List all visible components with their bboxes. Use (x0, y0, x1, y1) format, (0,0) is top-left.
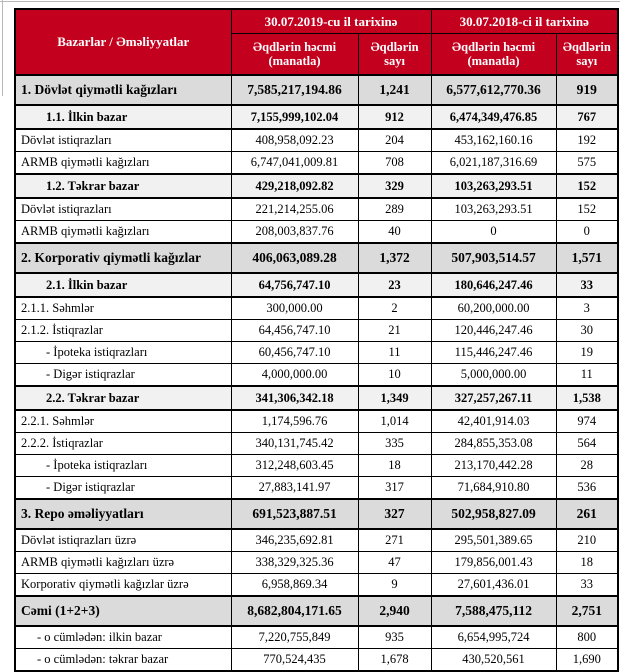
cell-value: 23 (358, 273, 431, 297)
table-row (15, 499, 618, 529)
row-label: - o cümlədən: təkrar bazar (15, 649, 231, 672)
cell-value: 708 (358, 152, 431, 175)
cell-value: 271 (358, 529, 431, 552)
table-row (15, 243, 618, 273)
cell-value: 6,474,349,476.85 (431, 105, 556, 129)
cell-value: 327,257,267.11 (431, 386, 556, 410)
row-label: - Digər istiqrazlar (15, 364, 231, 387)
row-label: 1. Dövlət qiymətli kağızları (15, 75, 231, 105)
row-label: ARMB qiymətli kağızları (15, 152, 231, 175)
row-label: 2.2.2. İstiqrazlar (15, 433, 231, 455)
cell-value: 28 (556, 455, 618, 477)
row-label: 2. Korporativ qiymətli kağızlar (15, 243, 231, 273)
cell-value: 284,855,353.08 (431, 433, 556, 455)
cell-value: 180,646,247.46 (431, 273, 556, 297)
row-label: ARMB qiymətli kağızları (15, 221, 231, 244)
cell-value: 317 (358, 477, 431, 500)
cell-value: 7,155,999,102.04 (231, 105, 358, 129)
cell-value: 60,200,000.00 (431, 297, 556, 320)
table-row (15, 574, 618, 597)
cell-value: 453,162,160.16 (431, 129, 556, 152)
table-row (15, 364, 618, 387)
cell-value: 192 (556, 129, 618, 152)
cell-value: 300,000.00 (231, 297, 358, 320)
header-markets-operations: Bazarlar / Əməliyyatlar (15, 9, 231, 75)
cell-value: 120,446,247.46 (431, 320, 556, 342)
cell-value: 204 (358, 129, 431, 152)
cell-value: 935 (358, 626, 431, 649)
cell-value: 152 (556, 174, 618, 198)
cell-value: 0 (556, 221, 618, 244)
screen-edge-gridline-left (2, 0, 3, 96)
row-label: ARMB qiymətli kağızları üzrə (15, 552, 231, 574)
table-row (15, 320, 618, 342)
cell-value: 8,682,804,171.65 (231, 596, 358, 626)
cell-value: 536 (556, 477, 618, 500)
table-row (15, 105, 618, 129)
header-2019-volume: Əqdlərin həcmi (manatla) (231, 34, 358, 76)
cell-value: 575 (556, 152, 618, 175)
cell-value: 408,958,092.23 (231, 129, 358, 152)
cell-value: 152 (556, 198, 618, 221)
cell-value: 64,456,747.10 (231, 320, 358, 342)
row-label: - İpoteka istiqrazları (15, 455, 231, 477)
cell-value: 261 (556, 499, 618, 529)
table-row (15, 174, 618, 198)
cell-value: 103,263,293.51 (431, 174, 556, 198)
cell-value: 40 (358, 221, 431, 244)
cell-value: 800 (556, 626, 618, 649)
table-row (15, 221, 618, 244)
cell-value: 9 (358, 574, 431, 597)
cell-value: 6,021,187,316.69 (431, 152, 556, 175)
row-label: Dövlət istiqrazları (15, 198, 231, 221)
table-row (15, 386, 618, 410)
table-row (15, 596, 618, 626)
table-row (15, 342, 618, 364)
cell-value: 974 (556, 410, 618, 433)
table-row (15, 626, 618, 649)
cell-value: 42,401,914.03 (431, 410, 556, 433)
cell-value: 1,349 (358, 386, 431, 410)
table-row (15, 273, 618, 297)
table-row (15, 297, 618, 320)
screen-edge-gridline-top (0, 1, 620, 2)
cell-value: 329 (358, 174, 431, 198)
cell-value: 338,329,325.36 (231, 552, 358, 574)
cell-value: 335 (358, 433, 431, 455)
cell-value: 221,214,255.06 (231, 198, 358, 221)
cell-value: 502,958,827.09 (431, 499, 556, 529)
cell-value: 11 (556, 364, 618, 387)
cell-value: 33 (556, 273, 618, 297)
cell-value: 64,756,747.10 (231, 273, 358, 297)
cell-value: 27,601,436.01 (431, 574, 556, 597)
cell-value: 1,014 (358, 410, 431, 433)
cell-value: 7,220,755,849 (231, 626, 358, 649)
cell-value: 19 (556, 342, 618, 364)
cell-value: 1,690 (556, 649, 618, 672)
table-body (15, 75, 618, 671)
row-label: Dövlət istiqrazları üzrə (15, 529, 231, 552)
cell-value: 33 (556, 574, 618, 597)
row-label: 2.1.2. İstiqrazlar (15, 320, 231, 342)
row-label: 2.1. İlkin bazar (15, 273, 231, 297)
cell-value: 340,131,745.42 (231, 433, 358, 455)
table-row (15, 152, 618, 175)
cell-value: 1,241 (358, 75, 431, 105)
table-row (15, 455, 618, 477)
cell-value: 327 (358, 499, 431, 529)
cell-value: 6,654,995,724 (431, 626, 556, 649)
cell-value: 0 (431, 221, 556, 244)
row-label: - o cümlədən: ilkin bazar (15, 626, 231, 649)
cell-value: 213,170,442.28 (431, 455, 556, 477)
cell-value: 341,306,342.18 (231, 386, 358, 410)
cell-value: 770,524,435 (231, 649, 358, 672)
table-row (15, 433, 618, 455)
header-date-row (15, 9, 618, 34)
cell-value: 1,538 (556, 386, 618, 410)
table-row (15, 529, 618, 552)
header-date-2018: 30.07.2018-ci il tarixinə (431, 9, 618, 34)
cell-value: 429,218,092.82 (231, 174, 358, 198)
cell-value: 6,577,612,770.36 (431, 75, 556, 105)
row-label: 2.1.1. Səhmlər (15, 297, 231, 320)
cell-value: 60,456,747.10 (231, 342, 358, 364)
cell-value: 564 (556, 433, 618, 455)
header-2019-count: Əqdlərin sayı (358, 34, 431, 76)
row-label: - İpoteka istiqrazları (15, 342, 231, 364)
table-row (15, 410, 618, 433)
cell-value: 103,263,293.51 (431, 198, 556, 221)
row-label: 3. Repo əməliyyatları (15, 499, 231, 529)
cell-value: 7,585,217,194.86 (231, 75, 358, 105)
cell-value: 7,588,475,112 (431, 596, 556, 626)
cell-value: 18 (556, 552, 618, 574)
cell-value: 346,235,692.81 (231, 529, 358, 552)
cell-value: 3 (556, 297, 618, 320)
cell-value: 210 (556, 529, 618, 552)
cell-value: 18 (358, 455, 431, 477)
header-2018-volume: Əqdlərin həcmi (manatla) (431, 34, 556, 76)
cell-value: 10 (358, 364, 431, 387)
cell-value: 1,372 (358, 243, 431, 273)
row-label: - Digər istiqrazlar (15, 477, 231, 500)
cell-value: 430,520,561 (431, 649, 556, 672)
cell-value: 2 (358, 297, 431, 320)
cell-value: 312,248,603.45 (231, 455, 358, 477)
cell-value: 1,174,596.76 (231, 410, 358, 433)
table-header (15, 9, 618, 75)
cell-value: 2,751 (556, 596, 618, 626)
cell-value: 71,684,910.80 (431, 477, 556, 500)
table-row (15, 75, 618, 105)
cell-value: 115,446,247.46 (431, 342, 556, 364)
row-label: 2.2.1. Səhmlər (15, 410, 231, 433)
cell-value: 295,501,389.65 (431, 529, 556, 552)
header-date-2019: 30.07.2019-cu il tarixinə (231, 9, 431, 34)
row-label: 1.1. İlkin bazar (15, 105, 231, 129)
row-label: Korporativ qiymətli kağızlar üzrə (15, 574, 231, 597)
row-label: Dövlət istiqrazları (15, 129, 231, 152)
cell-value: 6,747,041,009.81 (231, 152, 358, 175)
cell-value: 767 (556, 105, 618, 129)
cell-value: 4,000,000.00 (231, 364, 358, 387)
cell-value: 5,000,000.00 (431, 364, 556, 387)
cell-value: 47 (358, 552, 431, 574)
row-label: 1.2. Təkrar bazar (15, 174, 231, 198)
cell-value: 912 (358, 105, 431, 129)
table-row (15, 477, 618, 500)
cell-value: 208,003,837.76 (231, 221, 358, 244)
cell-value: 1,571 (556, 243, 618, 273)
cell-value: 27,883,141.97 (231, 477, 358, 500)
table-row (15, 198, 618, 221)
cell-value: 406,063,089.28 (231, 243, 358, 273)
table-row (15, 129, 618, 152)
table-row (15, 552, 618, 574)
cell-value: 179,856,001.43 (431, 552, 556, 574)
cell-value: 11 (358, 342, 431, 364)
table-row (15, 649, 618, 672)
row-label: 2.2. Təkrar bazar (15, 386, 231, 410)
securities-market-table (14, 8, 619, 672)
cell-value: 507,903,514.57 (431, 243, 556, 273)
header-2018-count: Əqdlərin sayı (556, 34, 618, 76)
cell-value: 919 (556, 75, 618, 105)
cell-value: 1,678 (358, 649, 431, 672)
cell-value: 289 (358, 198, 431, 221)
cell-value: 30 (556, 320, 618, 342)
cell-value: 2,940 (358, 596, 431, 626)
cell-value: 21 (358, 320, 431, 342)
cell-value: 691,523,887.51 (231, 499, 358, 529)
cell-value: 6,958,869.34 (231, 574, 358, 597)
row-label: Cəmi (1+2+3) (15, 596, 231, 626)
